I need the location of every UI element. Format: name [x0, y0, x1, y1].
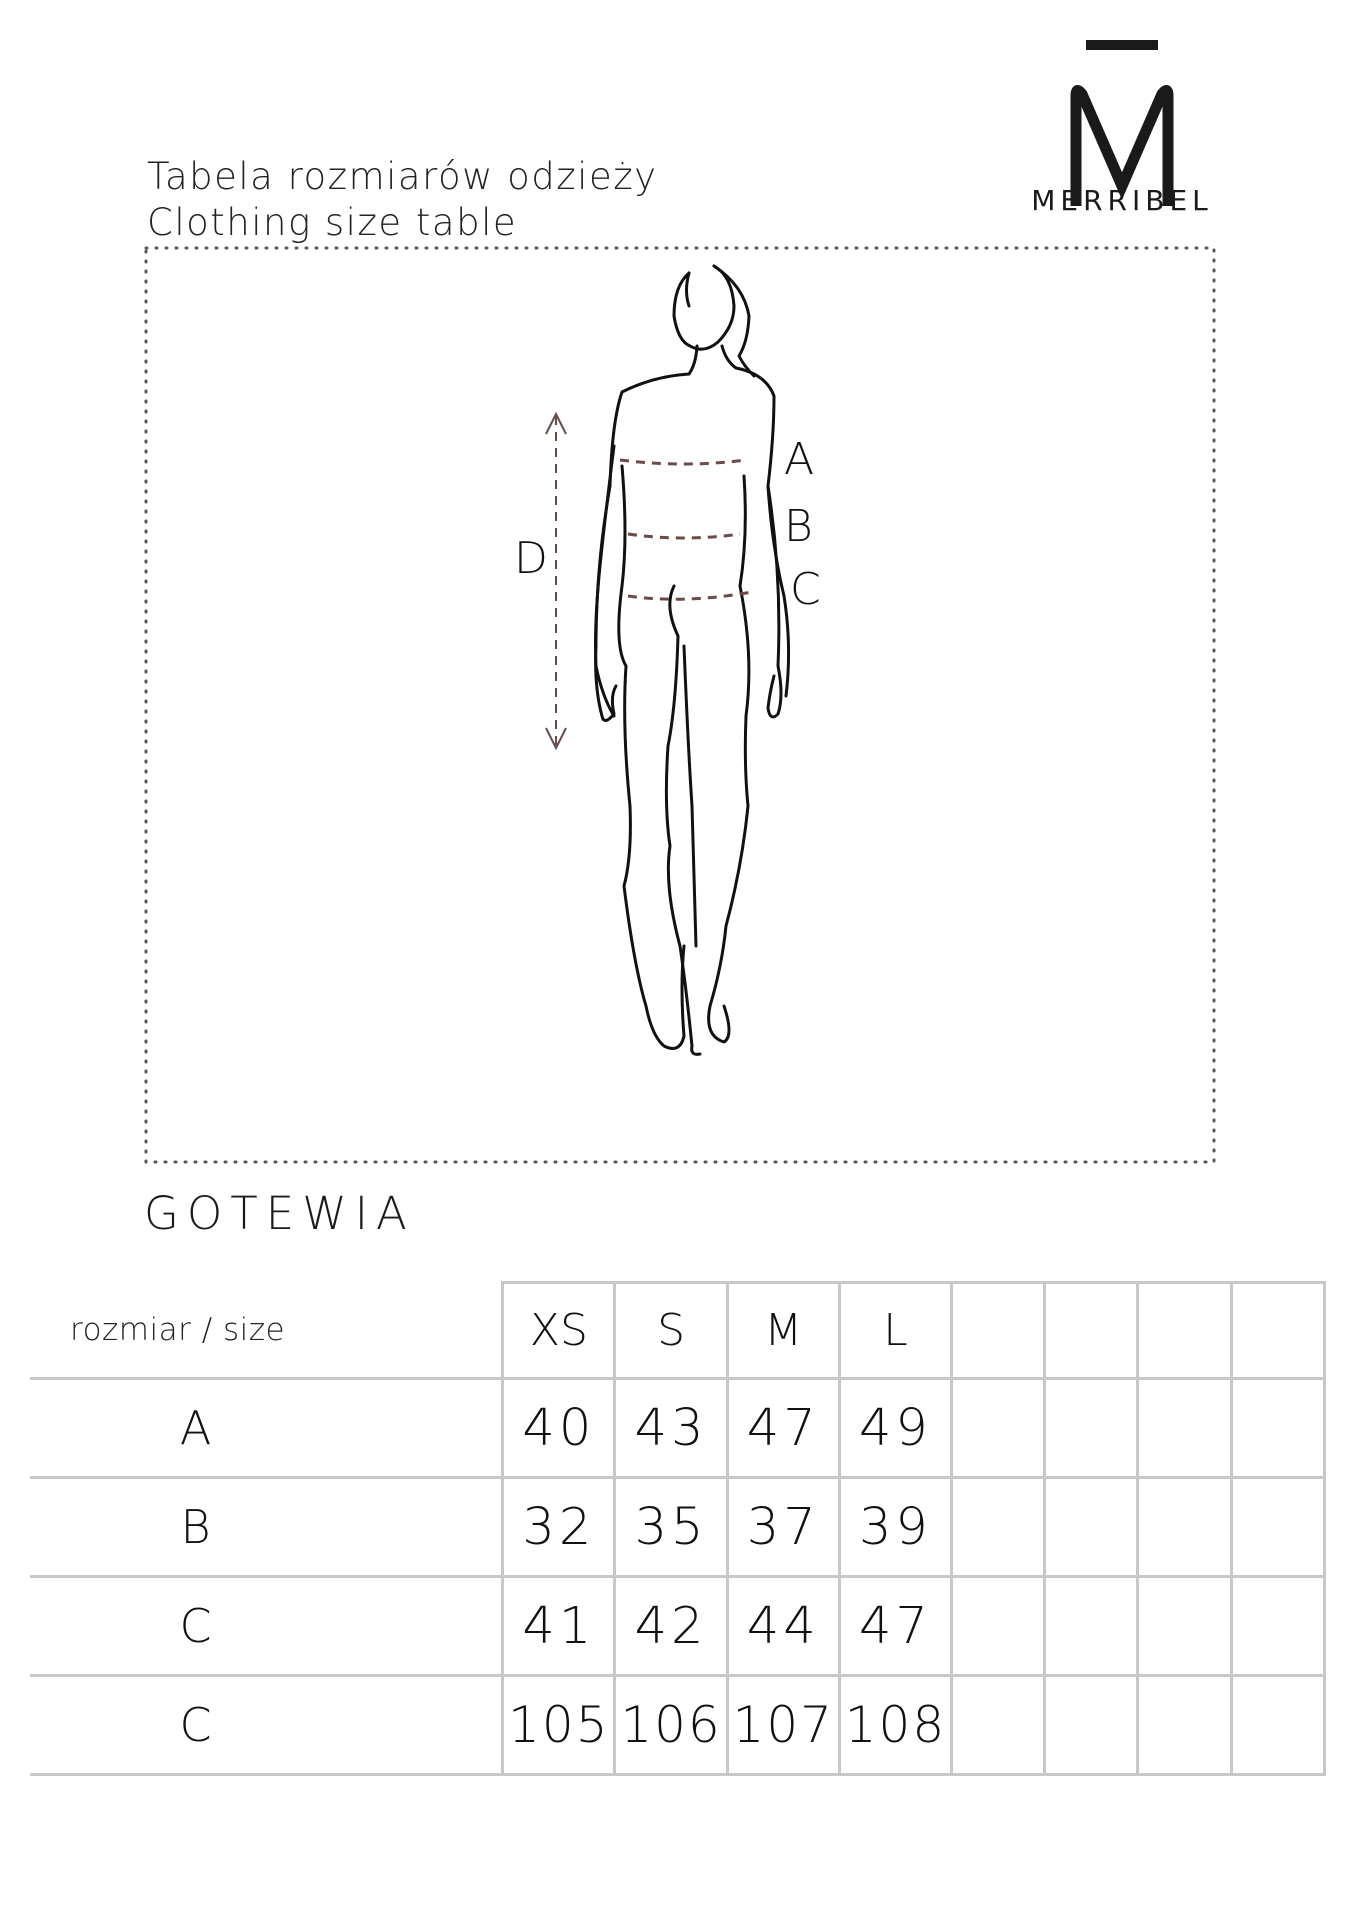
- header-size-label: rozmiar / size: [30, 1283, 503, 1379]
- dotted-frame: [146, 248, 1214, 1162]
- table-row: [30, 1379, 1325, 1478]
- product-name: GOTEWIA: [144, 1187, 415, 1240]
- size-table: [30, 1281, 1326, 1762]
- table-cell: [952, 1676, 1045, 1775]
- measurement-lines: [620, 460, 752, 599]
- table-cell: [1138, 1478, 1231, 1577]
- page-title: [147, 154, 658, 246]
- table-cell: 107: [727, 1676, 839, 1775]
- table-cell: 43: [615, 1379, 727, 1478]
- table-cell: 44: [727, 1577, 839, 1676]
- logo-macron-bar: [1086, 40, 1158, 50]
- table-cell: [1138, 1379, 1231, 1478]
- table-cell: 35: [615, 1478, 727, 1577]
- table-cell: [1045, 1379, 1138, 1478]
- size-table-grid: [30, 1281, 1326, 1776]
- table-cell: [952, 1577, 1045, 1676]
- woman-silhouette: [596, 266, 789, 1054]
- size-header-cell: M: [727, 1283, 839, 1379]
- size-header-cell: [1138, 1283, 1231, 1379]
- table-cell: [1138, 1676, 1231, 1775]
- table-cell: [1045, 1478, 1138, 1577]
- table-cell: 49: [839, 1379, 951, 1478]
- size-header-cell: L: [839, 1283, 951, 1379]
- size-header-cell: S: [615, 1283, 727, 1379]
- table-row: [30, 1676, 1325, 1775]
- table-cell: 105: [503, 1676, 615, 1775]
- row-label: C: [30, 1577, 503, 1676]
- table-cell: [1231, 1379, 1324, 1478]
- size-header-cell: [1231, 1283, 1324, 1379]
- measure-arrow-d: [546, 414, 566, 748]
- measure-line-a: [620, 460, 746, 464]
- measure-label-a: A: [784, 434, 815, 485]
- figure-frame: [144, 246, 1216, 1164]
- table-cell: 41: [503, 1577, 615, 1676]
- table-cell: [1138, 1577, 1231, 1676]
- table-cell: 40: [503, 1379, 615, 1478]
- table-cell: 106: [615, 1676, 727, 1775]
- measure-label-c: C: [790, 564, 821, 615]
- size-header-cell: [952, 1283, 1045, 1379]
- measure-label-group: [514, 434, 821, 615]
- table-row: [30, 1577, 1325, 1676]
- table-cell: 47: [839, 1577, 951, 1676]
- row-label: B: [30, 1478, 503, 1577]
- table-cell: [1045, 1577, 1138, 1676]
- table-cell: [1231, 1478, 1324, 1577]
- table-cell: [952, 1478, 1045, 1577]
- logo-wordmark: MERRIBEL: [1031, 184, 1213, 217]
- measure-line-c: [628, 592, 752, 599]
- table-header-row: [30, 1283, 1325, 1379]
- table-row: [30, 1478, 1325, 1577]
- size-header-cell: XS: [503, 1283, 615, 1379]
- table-cell: 47: [727, 1379, 839, 1478]
- row-label: A: [30, 1379, 503, 1478]
- table-cell: 32: [503, 1478, 615, 1577]
- row-label: C: [30, 1676, 503, 1775]
- title-english: Clothing size table: [147, 201, 518, 244]
- measure-label-b: B: [784, 501, 813, 552]
- brand-logo: [1010, 36, 1225, 221]
- table-cell: [1045, 1676, 1138, 1775]
- table-cell: 37: [727, 1478, 839, 1577]
- title-polish: Tabela rozmiarów odzieży: [147, 155, 658, 198]
- table-cell: 42: [615, 1577, 727, 1676]
- size-header-cell: [1045, 1283, 1138, 1379]
- table-cell: [952, 1379, 1045, 1478]
- table-cell: [1231, 1676, 1324, 1775]
- body-silhouette-diagram: [144, 246, 1216, 1164]
- measure-label-d: D: [514, 533, 548, 584]
- measure-line-b: [628, 534, 740, 538]
- table-cell: 108: [839, 1676, 951, 1775]
- table-cell: 39: [839, 1478, 951, 1577]
- table-cell: [1231, 1577, 1324, 1676]
